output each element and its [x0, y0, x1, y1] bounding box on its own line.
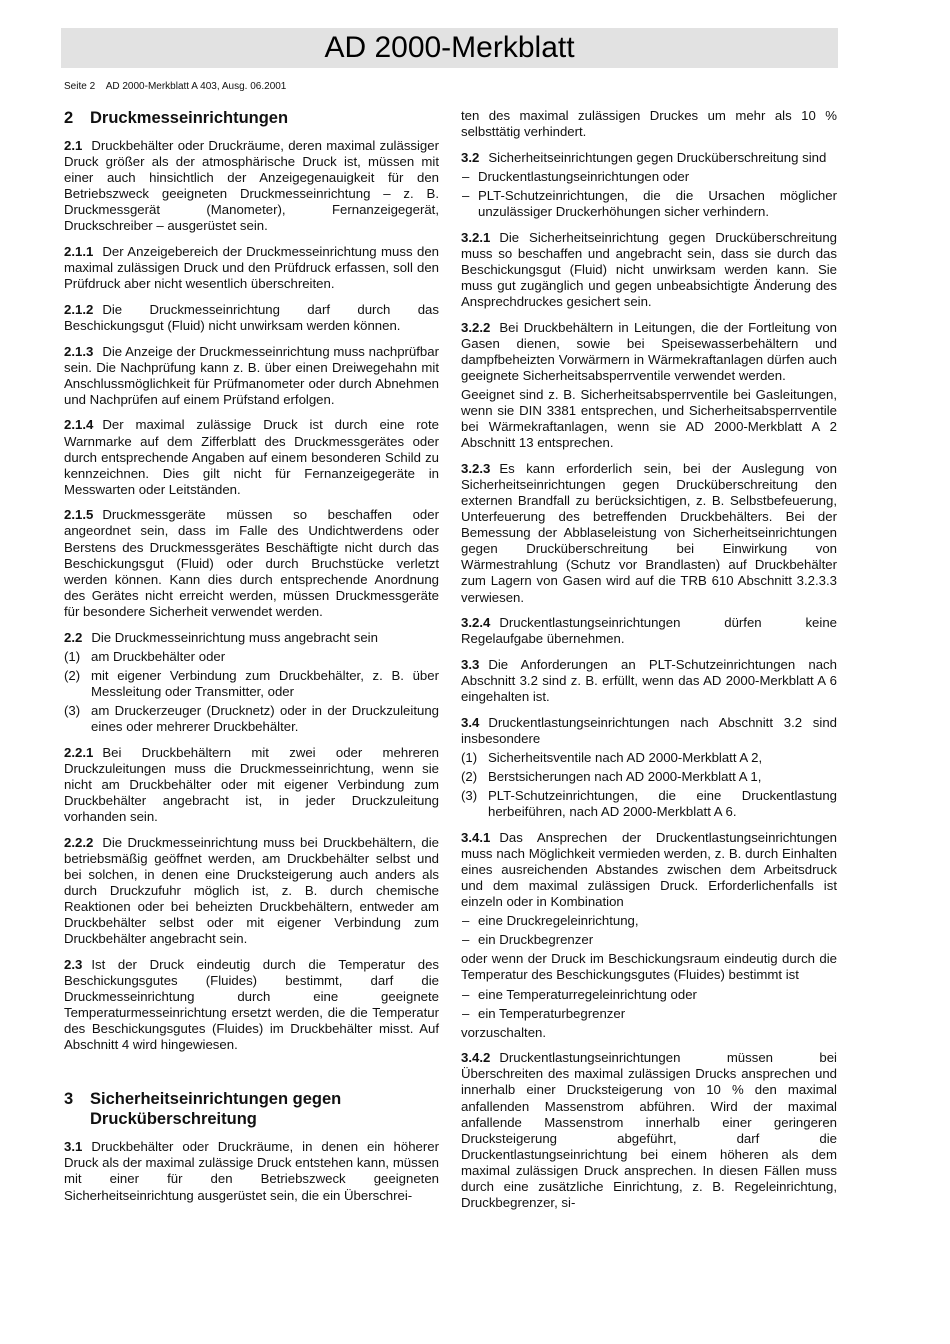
paragraph-number: 2.3 — [64, 956, 83, 972]
paragraph-3-4-1 — [461, 830, 837, 910]
list-item — [461, 788, 837, 820]
paragraph-number: 3.4 — [461, 714, 480, 730]
paragraph-2-2-1 — [64, 745, 439, 825]
paragraph-2-3 — [64, 957, 439, 1054]
list-item — [461, 769, 837, 785]
section-heading-2 — [64, 108, 439, 128]
paragraph-2-2-2 — [64, 835, 439, 948]
section-heading-3 — [64, 1089, 439, 1129]
list-marker: (2) — [64, 667, 81, 683]
paragraph-text: Ist der Druck eindeutig durch die Temperatur des Beschickungsgutes (Fluides) bestimmt, darf die Druckmesseinrichtung durch eine geeignete Temperaturmesseinrichtung ersetzt werden, die die Temperatur des Beschickungsgutes (Fluides) im Druckbehälter misst. Auf Abschnitt 4 wird hingewiesen. — [64, 956, 439, 1053]
list-marker: – — [462, 1005, 470, 1021]
paragraph-text: Sicherheitseinrichtungen gegen Drucküberschreitung sind — [488, 149, 827, 165]
paragraph-text: Bei Druckbehältern mit zwei oder mehreren Druckzuleitungen muss die Druckmesseinrichtung, wenn sie nicht am Druckbehälter oder mit eigener Verbindung zum Druckbehälter angebracht ist, in jeder Druckzuleitung vorhanden sein. — [64, 744, 439, 824]
list-text: eine Temperaturregeleinrichtung oder — [478, 986, 697, 1002]
list-item — [461, 169, 837, 185]
list-3-4-1-a — [461, 913, 837, 948]
list-marker: (1) — [64, 648, 81, 664]
paragraph-number: 3.2.2 — [461, 319, 491, 335]
paragraph-3-4-1-b: oder wenn der Druck im Beschickungsraum eindeutig durch die Temperatur des Beschickungsgutes (Fluides) bestimmt ist — [461, 951, 837, 983]
list-item — [461, 1006, 837, 1022]
paragraph-text: Das Ansprechen der Druckentlastungseinrichtungen muss nach Möglichkeit vermieden werden, z. B. durch Einhalten eines ausreichenden Abstandes zwischen dem Arbeitsdruck und dem maximal zulässigen Druck. Erforderlichenfalls ist einzeln oder in Kombination — [461, 829, 837, 910]
section-title: Sicherheitseinrichtungen gegen Drucküberschreitung — [90, 1090, 342, 1129]
list-marker: – — [462, 932, 470, 948]
paragraph-text: Druckbehälter oder Druckräume, deren maximal zulässiger Druck größer als der atmosphärische Druck ist, müssen mit einer auch hinsichtlich der Anzeigegenauigkeit für den Betriebszweck geeigneten Druckmesseinrichtung – z. B. Druckmessgerät (Manometer), Fernanzeigegerät, Druckschreiber – ausgerüstet sein. — [64, 138, 439, 234]
paragraph-3-4-1-c: vorzuschalten. — [461, 1024, 547, 1040]
paragraph-3-2-4 — [461, 615, 837, 647]
section-number: 3 — [64, 1090, 74, 1109]
paragraph-3-2-3 — [461, 461, 837, 606]
paragraph-2-2 — [64, 630, 439, 646]
header-banner — [61, 28, 838, 68]
list-marker: (3) — [64, 702, 81, 718]
paragraph-text: Die Anforderungen an PLT-Schutzeinrichtungen nach Abschnitt 3.2 sind z. B. erfüllt, wenn das AD 2000-Merkblatt A 6 eingehalten ist. — [461, 656, 837, 704]
left-column — [64, 108, 439, 1213]
paragraph-text: Druckentlastungseinrichtungen nach Abschnitt 3.2 sind insbesondere — [461, 714, 837, 746]
list-marker: (1) — [461, 749, 478, 765]
paragraph-number: 2.1.4 — [64, 417, 94, 433]
paragraph-number: 3.2.3 — [461, 460, 491, 476]
paragraph-number: 2.1.5 — [64, 507, 94, 523]
list-text: mit eigener Verbindung zum Druckbehälter, z. B. über Messleitung oder Transmitter, oder — [91, 667, 439, 699]
paragraph-2-1-1 — [64, 244, 439, 292]
paragraph-2-1-5 — [64, 507, 439, 620]
paragraph-text: Die Sicherheitseinrichtung gegen Drucküberschreitung muss so beschaffen und angebracht sein, dass sie durch das Beschickungsgut (Fluid) nicht unwirksam werden kann. Sie muss gut zugänglich und gegen unbeabsichtigte Änderung des Ansprechdruckes gesichert sein. — [461, 229, 837, 309]
list-marker: – — [462, 986, 470, 1002]
list-item — [64, 703, 439, 735]
paragraph-3-2 — [461, 150, 837, 166]
paragraph-text: Es kann erforderlich sein, bei der Auslegung von Sicherheitseinrichtungen gegen Drucküberschreitung den externen Brandfall zu berücksichtigen, z. B. Selbstbefeuerung, Unterfeuerung des betreffenden Druckbehälters. Bei der Bemessung der Abblaseleistung von Sicherheitseinrichtungen gegen Drucküberschreitung bei Einwirkung von Wärmestrahlung (Schutz vor Brandlasten) auf Druckbehälter zum Lagern von Gasen wird auf die TRB 610 Abschnitt 3.2.3.3 verwiesen. — [461, 460, 837, 605]
paragraph-number: 2.2 — [64, 629, 83, 645]
paragraph-3-1-continued: ten des maximal zulässigen Druckes um mehr als 10 % selbsttätig verhindert. — [461, 108, 837, 140]
paragraph-number: 3.2.1 — [461, 229, 491, 245]
paragraph-2-1-4 — [64, 417, 439, 497]
paragraph-number: 3.3 — [461, 656, 480, 672]
list-item — [461, 750, 837, 766]
banner-title: AD 2000-Merkblatt — [324, 31, 575, 64]
paragraph-text: Die Druckmesseinrichtung muss bei Druckbehältern, die betriebsmäßig geöffnet werden, am Druckbehälter selbst und bei solchen, in denen eine Drucksteigerung auch anders als durch Druckzufuhr möglich ist, z. B. durch chemische Reaktionen oder bei beheizten Druckbehältern, entweder am Druckbehälter selbst oder mit eigener Verbindung zum Druckbehälter angebracht sein. — [64, 834, 439, 947]
paragraph-text: Druckentlastungseinrichtungen dürfen keine Regelaufgabe übernehmen. — [461, 615, 837, 647]
paragraph-number: 3.4.2 — [461, 1050, 491, 1066]
list-text: am Druckbehälter oder — [91, 648, 226, 664]
list-text: Druckentlastungseinrichtungen oder — [478, 168, 690, 184]
page-reference: Seite 2 AD 2000-Merkblatt A 403, Ausg. 06.2001 — [64, 81, 287, 92]
paragraph-number: 3.2.4 — [461, 615, 491, 631]
list-item — [461, 987, 837, 1003]
list-text: am Druckerzeuger (Drucknetz) oder in der Druckzuleitung eines oder mehrerer Druckbehälter. — [91, 702, 439, 734]
paragraph-text: Druckmessgeräte müssen so beschaffen oder angeordnet sein, dass im Falle des Undichtwerdens oder Berstens des Druckmessgerätes Beschäftigte nicht durch das Beschickungsgut (Fluid) oder durch Bruchstücke verletzt werden können. Kann dies durch entsprechende Anordnung des Gerätes nicht erreicht werden, müssen Druckmessgeräte für besondere Sicherheit verwendet werden. — [64, 507, 439, 619]
paragraph-2-1-2 — [64, 302, 439, 334]
list-text: eine Druckregeleinrichtung, — [478, 913, 639, 929]
list-item — [461, 913, 837, 929]
list-item — [64, 668, 439, 700]
list-text: Sicherheitsventile nach AD 2000-Merkblatt A 2, — [488, 749, 763, 765]
paragraph-2-1-3 — [64, 344, 439, 408]
paragraph-3-2-2 — [461, 320, 837, 384]
paragraph-text: Der maximal zulässige Druck ist durch eine rote Warnmarke auf dem Zifferblatt des Druckmessgerätes oder durch entsprechende Angaben auf einem besonderen Schild zu kennzeichnen. Dies gilt nicht für Fernanzeigegeräte in Messwarten oder Leitständen. — [64, 417, 439, 497]
list-item — [64, 649, 439, 665]
paragraph-number: 3.2 — [461, 149, 480, 165]
paragraph-number: 2.1.3 — [64, 343, 94, 359]
paragraph-text: Die Druckmesseinrichtung darf durch das Beschickungsgut (Fluid) nicht unwirksam werden können. — [64, 301, 439, 333]
paragraph-text: Der Anzeigebereich der Druckmesseinrichtung muss den maximal zulässigen Druck und den Prüfdruck erfassen, soll den Prüfdruck aber nicht wesentlich überschreiten. — [64, 244, 439, 292]
section-title: Druckmesseinrichtungen — [90, 109, 289, 127]
paragraph-number: 2.2.1 — [64, 744, 94, 760]
paragraph-2-1 — [64, 138, 439, 235]
paragraph-number: 2.2.2 — [64, 834, 94, 850]
list-3-4-1-b — [461, 987, 837, 1022]
list-marker: (3) — [461, 787, 478, 803]
paragraph-number: 2.1.2 — [64, 301, 94, 317]
list-3-4 — [461, 750, 837, 820]
list-marker: – — [462, 913, 470, 929]
list-2-2 — [64, 649, 439, 735]
list-text: ein Druckbegrenzer — [478, 932, 594, 948]
list-item — [461, 188, 837, 220]
paragraph-3-2-1 — [461, 230, 837, 310]
list-text: ein Temperaturbegrenzer — [478, 1005, 626, 1021]
list-text: Berstsicherungen nach AD 2000-Merkblatt A 1, — [488, 768, 762, 784]
paragraph-text: Die Anzeige der Druckmesseinrichtung muss nachprüfbar sein. Die Nachprüfung kann z. B. über einen Dreiwegehahn mit Anschlussmöglichkeit für Prüfmanometer oder durch Abnehmen und Nachprüfen auf einem Prüfstand erfolgen. — [64, 343, 439, 407]
paragraph-number: 2.1 — [64, 138, 83, 153]
paragraph-text: Bei Druckbehältern in Leitungen, die der Fortleitung von Gasen dienen, sowie bei Speisewasserbehältern und dampfbeheizten Vorwärmern in Wärmekraftanlagen dürfen auch geeignete Sicherheitsabsperrventile verwendet werden. — [461, 319, 837, 383]
paragraph-number: 2.1.1 — [64, 244, 94, 260]
section-number: 2 — [64, 109, 74, 127]
list-marker: – — [462, 187, 470, 203]
list-3-2 — [461, 169, 837, 220]
paragraph-3-3 — [461, 657, 837, 705]
paragraph-3-4 — [461, 715, 837, 747]
paragraph-number: 3.4.1 — [461, 829, 491, 845]
paragraph-number: 3.1 — [64, 1139, 83, 1155]
paragraph-text: Druckbehälter oder Druckräume, in denen ein höherer Druck als der maximal zulässige Druck entstehen kann, müssen mit einer für den Betriebszweck geeigneten Sicherheitseinrichtung ausgerüstet sein, die ein Überschrei- — [64, 1139, 439, 1203]
list-item — [461, 932, 837, 948]
paragraph-3-2-2-note: Geeignet sind z. B. Sicherheitsabsperrventile bei Gasleitungen, wenn sie DIN 3381 entsprechen, und Sicherheitsabsperrventile bei Wärmekraftanlagen, wenn sie AD 2000-Merkblatt A 2 Abschnitt 13 entsprechen. — [461, 386, 837, 451]
list-text: PLT-Schutzeinrichtungen, die die Ursachen möglicher unzulässiger Druckerhöhungen sicher verhindern. — [478, 187, 837, 219]
list-marker: (2) — [461, 768, 478, 784]
list-marker: – — [462, 168, 470, 184]
paragraph-3-1 — [64, 1139, 439, 1203]
paragraph-text: Druckentlastungseinrichtungen müssen bei Überschreiten des maximal zulässigen Drucks ansprechen und innerhalb einer Drucksteigerung von 10 % den maximal anfallenden Massenstrom abführen. Wird der maximal anfallende Massenstrom innerhalb einer geringeren Drucksteigerung abgeführt, darf die Druckentlastungseinrichtung bei einem höheren als dem maximal zulässigen Druck ansprechen. In diesen Fällen muss durch eine zusätzliche Einrichtung, z. B. Regeleinrichtung, Druckbegrenzer, si- — [461, 1050, 837, 1211]
list-text: PLT-Schutzeinrichtungen, die eine Druckentlastung herbeiführen, nach AD 2000-Merkblatt A 6. — [488, 787, 837, 820]
paragraph-3-4-2 — [461, 1050, 837, 1211]
right-column — [461, 108, 837, 1221]
paragraph-text: Die Druckmesseinrichtung muss angebracht sein — [91, 629, 378, 645]
